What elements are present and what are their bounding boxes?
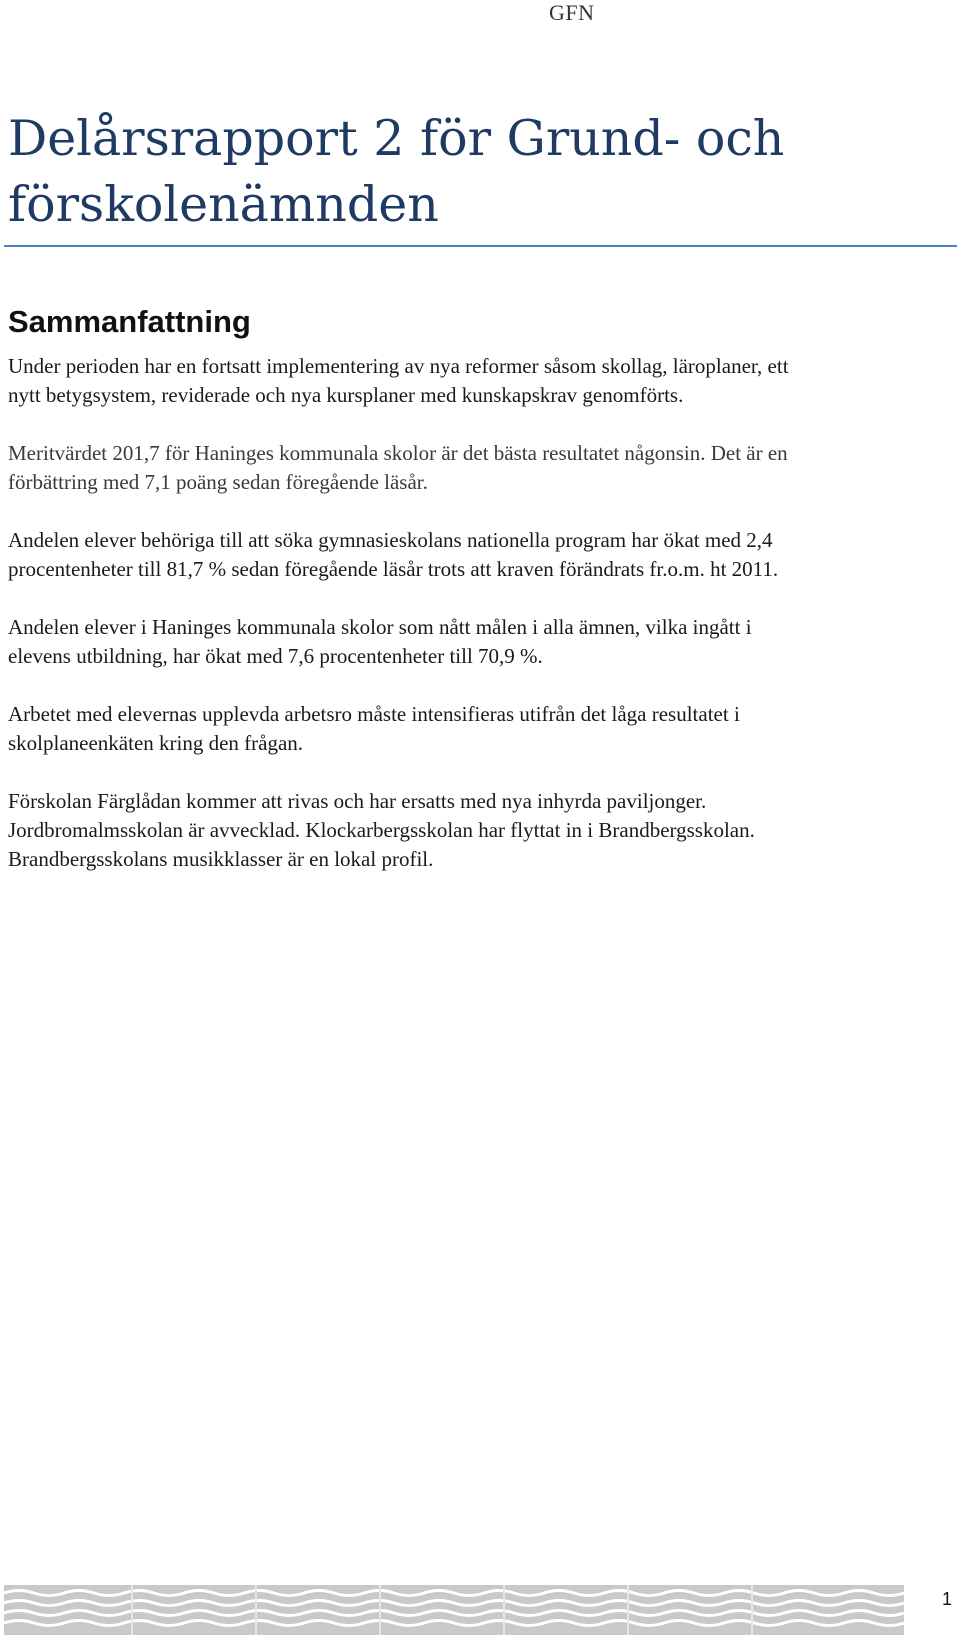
document-title xyxy=(8,106,908,238)
paragraph-facilities xyxy=(8,787,953,874)
title-line-2: förskolenämnden xyxy=(8,176,439,233)
paragraph-line: Jordbromalmsskolan är avvecklad. Klockarbergsskolan har flyttat in i Brandbergsskolan. xyxy=(8,818,755,842)
paragraph-line: procentenheter till 81,7 % sedan föregående läsår trots att kraven förändrats fr.o.m. ht 2011. xyxy=(8,557,779,581)
paragraph-line: nytt betygsystem, reviderade och nya kursplaner med kunskapskrav genomförts. xyxy=(8,383,684,407)
document-code: GFN xyxy=(549,0,595,25)
paragraph-line: skolplaneenkäten kring den frågan. xyxy=(8,731,304,755)
paragraph-work-environment xyxy=(8,700,953,758)
paragraph-merit-value xyxy=(8,439,953,497)
paragraph-eligibility xyxy=(8,526,953,584)
paragraph-line: Förskolan Färglådan kommer att rivas och har ersatts med nya inhyrda paviljonger. xyxy=(8,789,707,813)
paragraph-line: Under perioden har en fortsatt implementering av nya reformer såsom skollag, läroplaner, ett xyxy=(8,354,789,378)
paragraph-line: förbättring med 7,1 poäng sedan föregående läsår. xyxy=(8,470,428,494)
section-heading: Sammanfattning xyxy=(8,304,251,339)
paragraph-reforms xyxy=(8,352,953,410)
summary-body xyxy=(8,352,953,903)
footer-wave-decoration xyxy=(4,1585,904,1635)
title-divider xyxy=(4,245,957,247)
paragraph-line: Arbetet med elevernas upplevda arbetsro måste intensifieras utifrån det låga resultatet i xyxy=(8,702,740,726)
paragraph-line: elevens utbildning, har ökat med 7,6 procentenheter till 70,9 %. xyxy=(8,644,543,668)
paragraph-goals-achieved xyxy=(8,613,953,671)
page-number: 1 xyxy=(942,1589,953,1609)
paragraph-line: Andelen elever i Haninges kommunala skolor som nått målen i alla ämnen, vilka ingått i xyxy=(8,615,752,639)
title-line-1: Delårsrapport 2 för Grund- och xyxy=(8,110,785,167)
paragraph-line: Brandbergsskolans musikklasser är en lokal profil. xyxy=(8,847,434,871)
paragraph-line: Meritvärdet 201,7 för Haninges kommunala skolor är det bästa resultatet någonsin. Det är en xyxy=(8,441,788,465)
paragraph-line: Andelen elever behöriga till att söka gymnasieskolans nationella program har ökat med 2,4 xyxy=(8,528,773,552)
